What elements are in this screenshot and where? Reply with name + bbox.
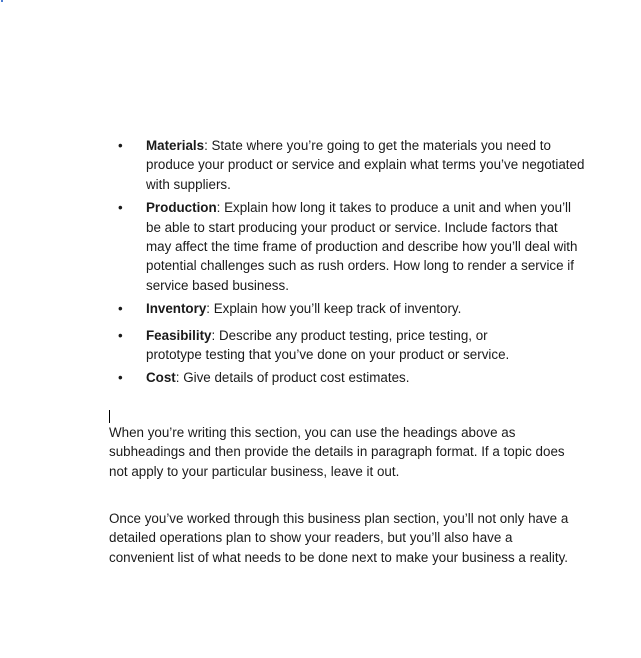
list-item-production <box>0 198 641 295</box>
bullet-icon: • <box>118 200 123 216</box>
list-item-term: Inventory <box>146 301 207 317</box>
list-item-term: Production <box>146 200 217 216</box>
list-item-feasibility <box>0 326 641 365</box>
text-cursor[interactable] <box>109 410 110 423</box>
list-item-term: Cost <box>146 370 176 386</box>
list-item-text: : Give details of product cost estimates. <box>175 370 410 386</box>
bullet-icon: • <box>118 370 123 386</box>
paragraph-writing-tips: When you’re writing this section, you can use the headings above as subheadings and then provide the details in paragraph format. If a topic does not apply to your particular business, leave it out. <box>109 425 565 479</box>
list-item-text: : Explain how long it takes to produce a unit and when you’ll be able to start producing your product or service. Include factors that may affect the time frame of production and describe how you’ll deal with potential challenges such as rush orders. How long to render a service if service based business. <box>146 200 578 293</box>
list-item-materials <box>0 136 641 194</box>
list-item-cost <box>0 368 641 387</box>
paragraph-conclusion: Once you’ve worked through this business plan section, you’ll not only have a detailed operations plan to show your readers, but you’ll also have a convenient list of what needs to be done next to make your business a reality. <box>109 511 569 565</box>
list-item-term: Materials <box>146 138 205 153</box>
corner-marker <box>1 0 3 2</box>
list-item-text-line2: prototype testing that you’ve done on your product or service. <box>146 347 510 363</box>
bullet-icon: • <box>118 327 123 343</box>
bullet-icon: • <box>118 138 123 153</box>
list-item-text: : Explain how you’ll keep track of inventory. <box>206 301 462 317</box>
list-item-text: : State where you’re going to get the materials you need to produce your product or service and explain what terms you’ve negotiated with suppliers. <box>146 138 585 192</box>
list-item-inventory <box>0 299 641 318</box>
list-item-text: : Describe any product testing, price testing, or <box>211 327 488 343</box>
bullet-icon: • <box>118 301 123 317</box>
list-item-term: Feasibility <box>146 327 212 343</box>
bullet-list <box>0 136 641 392</box>
